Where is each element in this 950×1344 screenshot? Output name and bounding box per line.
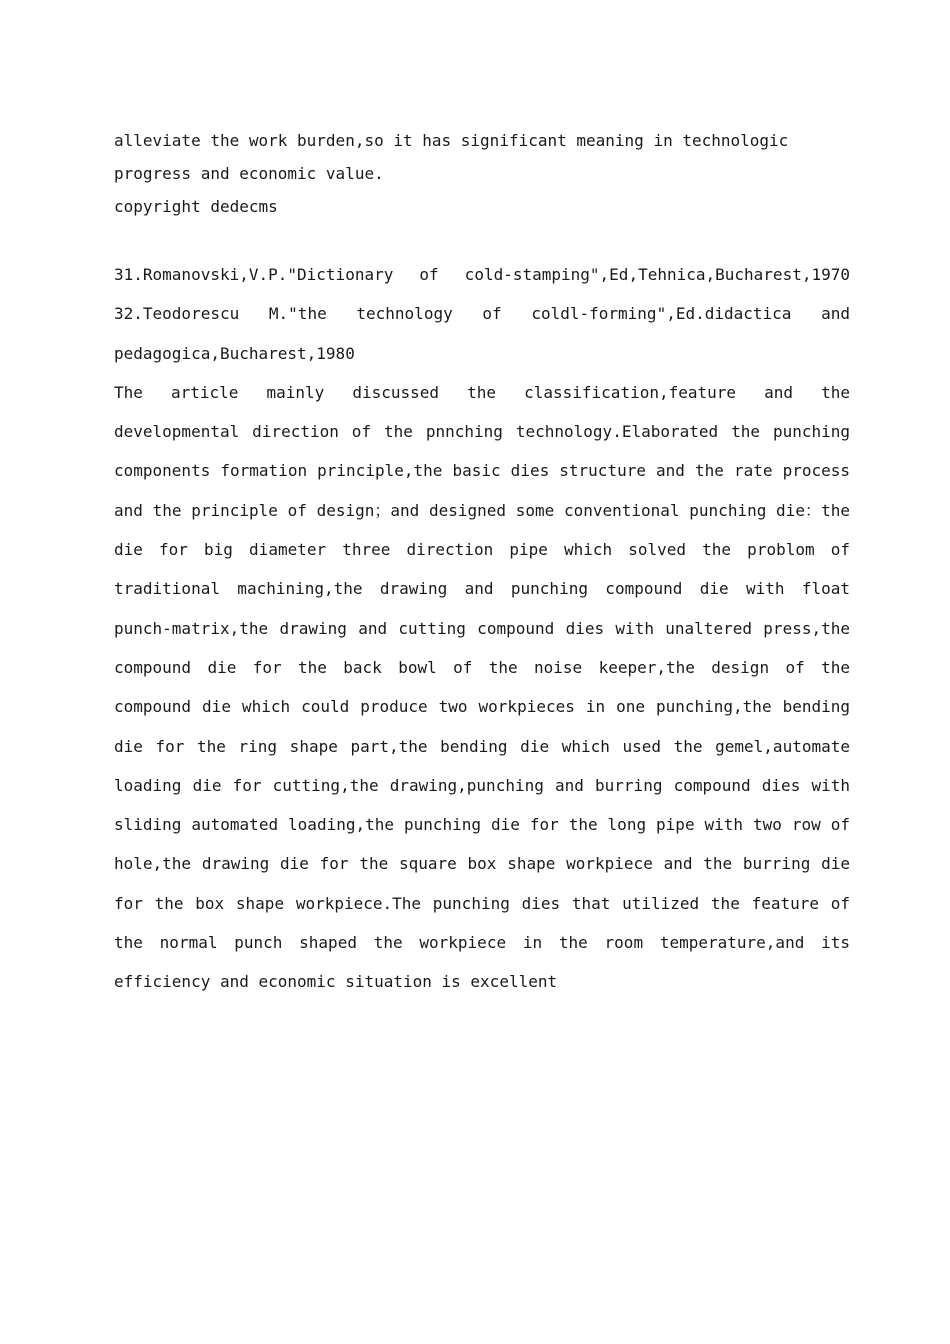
- reference-31: 31.Romanovski,V.P."Dictionary of cold-stamping",Ed,Tehnica,Bucharest,1970: [114, 265, 850, 284]
- intro-line-2: progress and economic value.: [114, 164, 384, 183]
- references-section: [114, 255, 850, 1002]
- copyright-line: copyright dedecms: [114, 197, 278, 216]
- reference-32: 32.Teodorescu M."the technology of coldl-forming",Ed.didactica and pedagogica,Bucharest,1980: [114, 304, 850, 363]
- abstract-paragraph: The article mainly discussed the classification,feature and the developmental direction of the pnnching technology.Elaborated the punching components formation principle,the basic dies structure and the rate process and the principle of design；and designed some conventional punching die：the die for big diameter three direction pipe which solved the problom of traditional machining,the drawing and punching compound die with float punch-matrix,the drawing and cutting compound dies with unaltered press,the compound die for the back bowl of the noise keeper,the design of the compound die which could produce two workpieces in one punching,the bending die for the ring shape part,the bending die which used the gemel,automate loading die for cutting,the drawing,punching and burring compound dies with sliding automated loading,the punching die for the long pipe with two row of hole,the drawing die for the square box shape workpiece and the burring die for the box shape workpiece.The punching dies that utilized the feature of the normal punch shaped the workpiece in the room temperature,and its efficiency and economic situation is excellent: [114, 382, 850, 992]
- intro-line-1: alleviate the work burden,so it has significant meaning in technologic: [114, 131, 789, 150]
- intro-paragraph: [114, 124, 850, 223]
